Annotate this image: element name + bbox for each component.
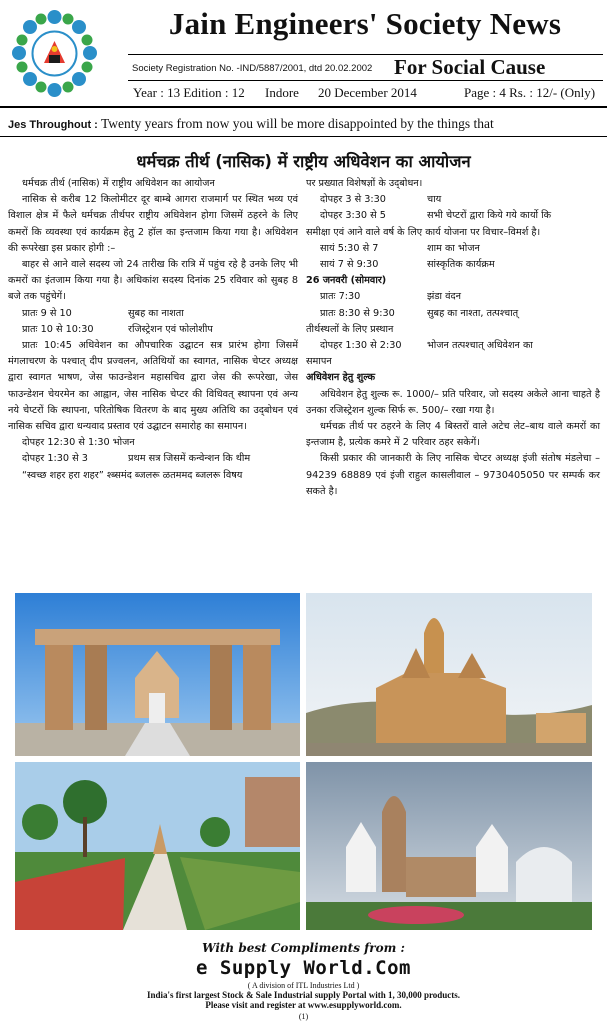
sponsor-division: ( A division of ITL Industries Ltd ) [247, 981, 360, 990]
right-para-6: धर्मचक्र तीर्थ पर ठहरने के लिए 4 बिस्तरों वाले अटेच लेट–बाथ वाले कमरों का इन्तजाम है, प्रत्येक कमरे में 2 परिवार ठहर सकेगें। [306, 421, 600, 449]
schedule-event: भोजन तत्पश्चात् अधिवेशन का [427, 340, 533, 352]
schedule-event: प्रथम सत्र जिसमें कन्वेन्शन कि थीम [128, 453, 251, 465]
schedule-time: प्रातः 9 से 10 [22, 307, 72, 319]
masthead-title: Jain Engineers' Society News [168, 6, 562, 41]
schedule-time: प्रातः 10 से 10:30 [22, 323, 94, 335]
subheading-fee: अधिवेशन हेतु शुल्क [306, 372, 376, 384]
schedule-time: प्रातः 8:30 से 9:30 [320, 307, 395, 319]
sponsor-description: India's first largest Stock & Sale Industrial supply Portal with 1, 30,000 products. [146, 990, 461, 1000]
schedule-event: सुबह का नाशता [128, 307, 184, 319]
right-para-2: समीक्षा एवं आने वाले वर्ष के लिए कार्य योजना पर विचार–विमर्श है। [306, 226, 541, 238]
schedule-row [8, 322, 298, 338]
ticker-divider [0, 136, 607, 137]
schedule-event: चाय [427, 194, 442, 206]
temple-shikhar-photo [306, 593, 592, 756]
ticker-line [8, 116, 603, 132]
schedule-row [306, 257, 600, 273]
schedule-time: दोपहर 1:30 से 2:30 [320, 340, 402, 352]
schedule-time: सायं 7 से 9:30 [320, 259, 379, 271]
subheading-26-january: 26 जनवरी (सोमवार) [306, 275, 387, 287]
schedule-row [8, 306, 298, 322]
sponsor-brand[interactable]: e Supply World.Com [196, 957, 411, 979]
schedule-event: झंडा वंदन [427, 291, 462, 303]
schedule-event: सुबह का नाश्ता, तत्पश्चात् [427, 307, 519, 319]
left-para-5: “स्वच्छ शहर हरा शहर” श्ब्समंद ब्जलरू ळतममद ब्जलरू विषय [22, 469, 243, 481]
sponsor-website[interactable]: Please visit and register at www.esupplyworld.com. [205, 1000, 402, 1010]
schedule-row [8, 451, 298, 467]
left-para-2: नासिक से करीब 12 किलोमीटर दूर बाम्बे आगरा राजमार्ग पर स्थित भव्य एवं विशाल क्षेत्र में फैले धर्मचक्र तीर्थपर राष्ट्रीय अधिवेशन होगा जिसमें ठहरने के लिए कमरों कि व्यवस्था एवं कार्यक्रम हेतु 2 हॉल का इन्तजाम किया गया है। अधिवेशन की रूपरेखा इस प्रकार होगी :– [8, 194, 298, 254]
page-number: (1) [298, 1012, 309, 1021]
compliments-heading: With best Compliments from : [202, 941, 405, 955]
right-para-3: तीर्थस्थलों के लिए प्रस्थान [306, 323, 394, 335]
temple-garden-path-photo [15, 762, 300, 930]
temple-complex-photo [306, 762, 592, 930]
schedule-row [306, 241, 600, 257]
schedule-event: शाम का भोजन [427, 242, 480, 254]
society-logo [6, 5, 103, 102]
schedule-row [306, 306, 600, 322]
ticker-label: Jes Throughout : [8, 119, 98, 131]
article-headline: धर्मचक्र तीर्थ (नासिक) में राष्ट्रीय अधिवेशन का आयोजन [136, 152, 471, 171]
schedule-row [306, 338, 600, 354]
right-para-1: पर प्रख्यात विशेषज्ञों के उद्‌बोधन। [306, 178, 423, 189]
schedule-row [306, 289, 600, 305]
left-para-3: बाहर से आने वाले सदस्य जो 24 तारीख कि रात्रि में पहुंच रहे है उनके लिए भी कमरों का इंतजाम किया गया है। अधिकांश सदस्य दिनांक 25 रविवार को सुबह 8 बजे तक पहुंचेगें। [8, 259, 298, 303]
schedule-row [306, 192, 600, 208]
ticker-text: Twenty years from now you will be more disappointed by the things that [100, 116, 494, 131]
schedule-time: सायं 5:30 से 7 [320, 242, 379, 254]
header-divider [0, 106, 607, 108]
tagline: For Social Cause [394, 55, 546, 79]
article-left-column [8, 176, 298, 484]
schedule-event: सांस्कृतिक कार्यक्रम [427, 259, 495, 271]
schedule-lunch: दोपहर 12:30 से 1:30 भोजन [22, 437, 135, 449]
issue-date: 20 December 2014 [318, 85, 417, 100]
issue-rule [128, 80, 603, 81]
issue-city: Indore [265, 85, 299, 100]
schedule-time: दोपहर 3 से 3:30 [320, 194, 386, 206]
right-para-5: अधिवेशन हेतु शुल्क रू. 1000/– प्रति परिवार, जो सदस्य अकेले आना चाहते है उनका रजिस्ट्रेशन शुल्क सिर्फ रू. 500/– रखा गया है। [306, 388, 600, 416]
schedule-event: सभी चेप्टरों द्वारा किये गये कार्यो कि [427, 210, 552, 222]
right-para-7: किसी प्रकार की जानकारी के लिए नासिक चेप्टर अध्यक्ष इंजी संतोष मंडलेचा – 94239 68889 एवं इंजी राहुल कासलीवाल – 9730405050 पर सम्पर्क कर सकते है। [306, 453, 600, 497]
schedule-time: दोपहर 1:30 से 3 [22, 453, 88, 465]
schedule-time: प्रातः 7:30 [320, 291, 361, 303]
right-para-4: समापन [306, 356, 332, 368]
left-para-4: प्रातः 10:45 अधिवेशन का औपचारिक उद्घाटन सत्र प्रारंभ होगा जिसमें मंगलाचरण के पश्चात् दीप प्रज्वलन, अतिथियों का स्वागत, नासिक चेप्टर अध्यक्ष द्वारा स्वागत भाषण, जेस फाउन्डेशन महासचिव द्वारा जेस की रूपरेखा, जेस फाउन्डेशन चेयरमेन का आह्वान, जेस नासिक चेप्टर की विधिवत् स्थापना एवं अन्य नये चेप्टरों कि स्थापना, परितोषिक वितरण के बाद मुख्य अतिथि का उद्‌बोधन एवं नासिक सचिव द्वारा धन्यवाद प्रस्ताव एवं उद्घाटन समारोह का समापन। [8, 340, 298, 433]
left-para-1: धर्मचक्र तीर्थ (नासिक) में राष्ट्रीय अधिवेशन का आयोजन [22, 178, 215, 189]
registration-number: Society Registration No. -IND/5887/2001, dtd 20.02.2002 [132, 63, 373, 74]
schedule-row [306, 208, 600, 224]
article-right-column [306, 176, 600, 500]
schedule-event: रजिस्ट्रेशन एवं फोलोशीप [128, 323, 213, 335]
schedule-time: दोपहर 3:30 से 5 [320, 210, 386, 222]
temple-gate-photo [15, 593, 300, 756]
year-edition: Year : 13 Edition : 12 [133, 85, 245, 100]
page-price: Page : 4 Rs. : 12/- (Only) [464, 85, 596, 100]
